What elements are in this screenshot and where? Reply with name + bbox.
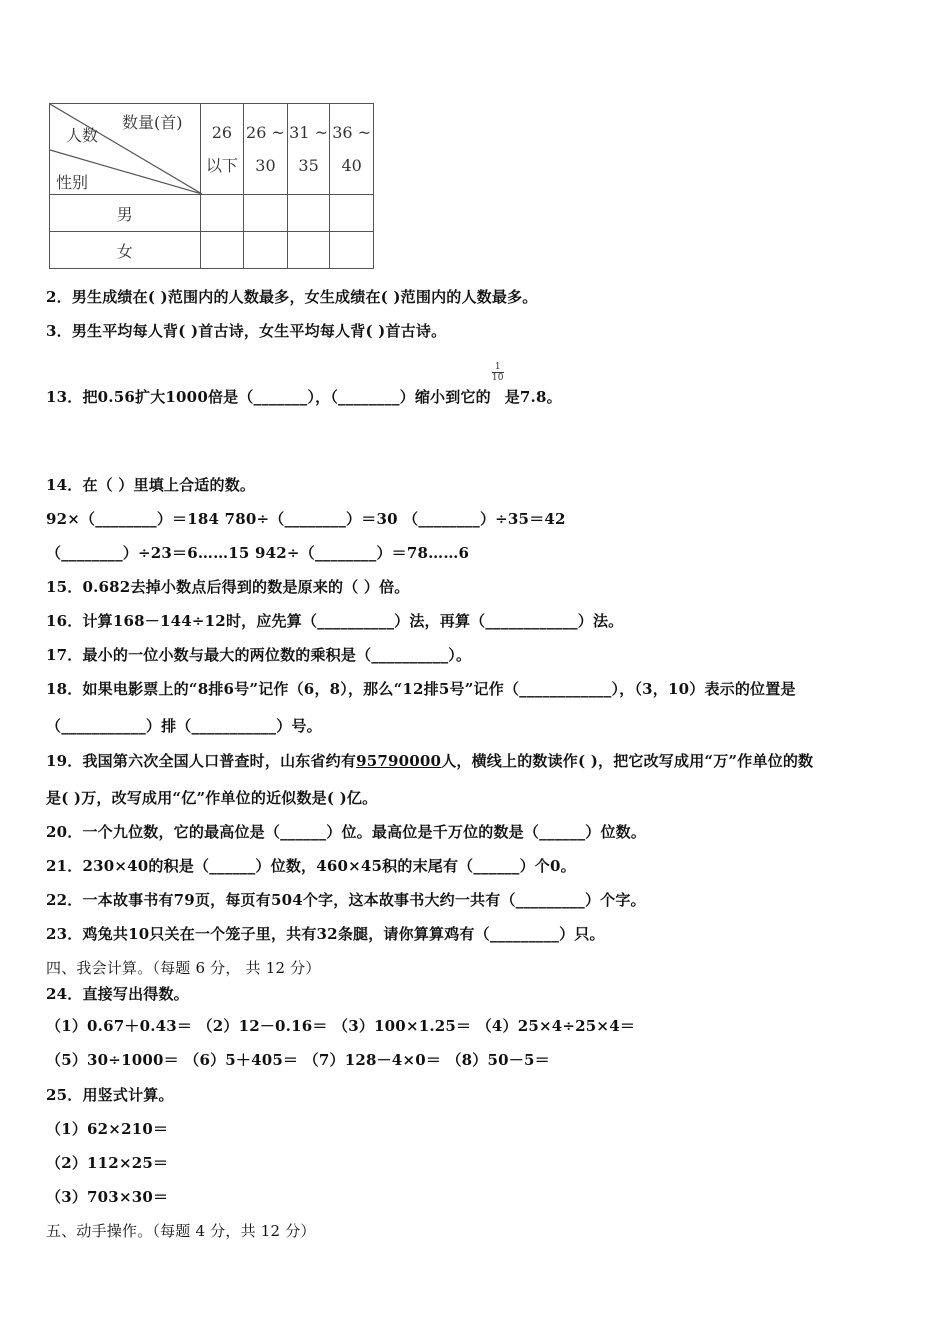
table-cell[interactable]	[287, 195, 330, 232]
question-25: 25．用竖式计算。	[46, 1086, 174, 1104]
q19-text-after: 人，横线上的数读作( )，把它改写成用“万”作单位的数	[441, 752, 814, 770]
table-cell[interactable]	[244, 232, 288, 269]
question-14: 14．在（ ）里填上合适的数。	[46, 476, 256, 494]
range-1-a: 26	[211, 123, 233, 142]
range-col-3	[287, 104, 330, 195]
question-14-row-2: （________）÷23＝6……15 942÷（________）＝78……6	[46, 544, 470, 562]
range-2-b: 30	[255, 156, 276, 175]
range-4-a: 36 ~	[332, 123, 372, 142]
table-cell[interactable]	[330, 195, 374, 232]
range-3-a: 31 ~	[289, 123, 328, 142]
header-gender: 性别	[56, 173, 89, 192]
table-cell[interactable]	[200, 195, 244, 232]
question-19-cont: 是( )万，改写成用“亿”作单位的近似数是( )亿。	[46, 789, 378, 807]
row-label-male: 男	[50, 195, 201, 232]
range-2-a: 26 ~	[246, 123, 285, 142]
question-25-item-3: （3）703×30＝	[46, 1188, 169, 1206]
range-4-b: 40	[341, 156, 362, 175]
question-23: 23．鸡兔共10只关在一个笼子里，共有32条腿，请你算算鸡有（_________）只。	[46, 925, 605, 943]
q19-text-before: 19．我国第六次全国人口普查时，山东省约有	[46, 752, 357, 770]
question-25-item-1: （1）62×210＝	[46, 1120, 169, 1138]
q19-underlined-number: 95790000	[356, 752, 442, 770]
table-cell[interactable]	[200, 232, 244, 269]
question-13	[46, 361, 562, 409]
fraction-denominator: 10	[491, 372, 504, 383]
fraction-numerator: 1	[492, 362, 504, 373]
question-17: 17．最小的一位小数与最大的两位数的乘积是（__________）。	[46, 646, 472, 664]
diagonal-header-cell	[50, 104, 201, 195]
fraction-one-tenth	[492, 362, 504, 383]
question-25-item-2: （2）112×25＝	[46, 1154, 169, 1172]
question-24: 24．直接写出得数。	[46, 985, 189, 1003]
table-cell[interactable]	[244, 195, 288, 232]
range-col-1	[200, 104, 244, 195]
q13-text-before: 13．把0.56扩大1000倍是（_______），（________）缩小到它的	[46, 388, 491, 406]
question-16: 16．计算168－144÷12时，应先算（__________）法，再算（____________）法。	[46, 612, 624, 630]
question-15: 15．0.682去掉小数点后得到的数是原来的（ ）倍。	[46, 578, 410, 596]
range-1-b: 以下	[205, 156, 238, 175]
header-quantity: 数量(首)	[122, 113, 183, 132]
row-label-female: 女	[50, 232, 201, 269]
range-col-2	[244, 104, 288, 195]
score-table	[49, 103, 374, 269]
question-19	[46, 750, 813, 771]
table-cell[interactable]	[330, 232, 374, 269]
section-4-heading: 四、我会计算。（每题 6 分， 共 12 分）	[46, 959, 321, 977]
section-5-heading: 五、动手操作。（每题 4 分，共 12 分）	[46, 1222, 316, 1240]
table-cell[interactable]	[287, 232, 330, 269]
header-people: 人数	[66, 126, 99, 145]
score-table-wrap	[49, 103, 374, 267]
q13-text-after: 是7.8。	[504, 388, 562, 406]
question-21: 21．230×40的积是（______）位数，460×45积的末尾有（______）个0。	[46, 857, 576, 875]
range-3-b: 35	[298, 156, 319, 175]
question-22: 22．一本故事书有79页，每页有504个字，这本故事书大约一共有（_________）个字。	[46, 891, 646, 909]
question-14-row-1: 92×（________）＝184 780÷（________）＝30 （________）÷35＝42	[46, 510, 566, 528]
range-col-4	[330, 104, 374, 195]
question-24-row-2: （5）30÷1000＝ （6）5＋405＝ （7）128－4×0＝ （8）50－5＝	[46, 1051, 550, 1069]
table-row	[50, 232, 374, 269]
table-row	[50, 195, 374, 232]
question-18-cont: （___________）排（___________）号。	[46, 717, 322, 735]
question-20: 20．一个九位数，它的最高位是（______）位。最高位是千万位的数是（______）位数。	[46, 823, 647, 841]
question-24-row-1: （1）0.67＋0.43＝ （2）12－0.16＝ （3）100×1.25＝ （4）25×4÷25×4＝	[46, 1017, 636, 1035]
question-18: 18．如果电影票上的“8排6号”记作（6，8），那么“12排5号”记作（____________），（3，10）表示的位置是	[46, 680, 796, 698]
question-2: 2．男生成绩在( )范围内的人数最多，女生成绩在( )范围内的人数最多。	[46, 288, 538, 306]
question-3: 3．男生平均每人背( )首古诗，女生平均每人背( )首古诗。	[46, 322, 447, 340]
